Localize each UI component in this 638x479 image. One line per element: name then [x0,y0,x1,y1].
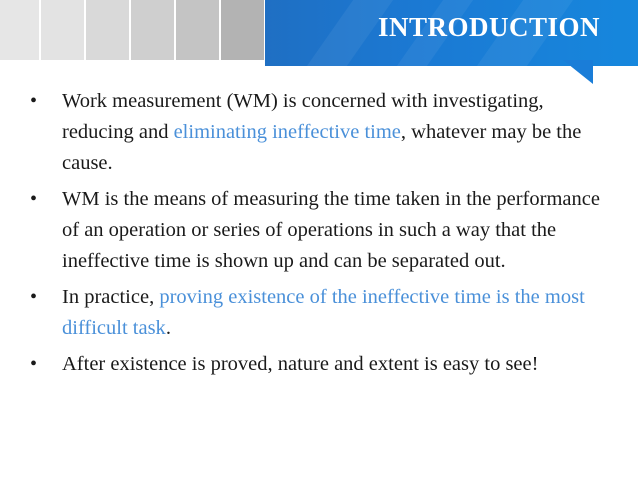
bullet-text-end: . [165,317,171,339]
title-tab-accent [563,60,593,84]
slide-title: INTRODUCTION [377,12,600,42]
header-band [0,0,638,66]
bullet-icon: • [30,353,38,375]
bullet-text-end: , whatever may be the cause. [62,121,582,174]
header-tile [176,0,219,60]
bullet-text: In practice, [62,286,160,308]
bullet-text: Work measurement (WM) is concerned with investigating, reducing and [62,90,544,143]
header-tile [0,0,39,60]
bullet-text: WM is the means of measuring the time taken in the performance of an operation or series of operations in such a way that the ineffective time is shown up and can be separated out. [62,188,600,272]
bullet-item [30,86,610,179]
header-tile [86,0,129,60]
bullet-text: After existence is proved, nature and extent is easy to see! [62,353,539,375]
bullet-highlight: proving existence of the ineffective time is the most difficult task [62,286,585,339]
bullet-icon: • [30,188,38,210]
bullet-item [30,282,610,344]
header-tile [41,0,84,60]
bullet-highlight: eliminating ineffective time [173,121,401,143]
bullet-list [30,86,610,385]
bullet-item [30,184,610,277]
bullet-icon: • [30,90,38,112]
header-tile [221,0,264,60]
bullet-icon: • [30,286,38,308]
bullet-item [30,349,610,380]
header-tile [131,0,174,60]
